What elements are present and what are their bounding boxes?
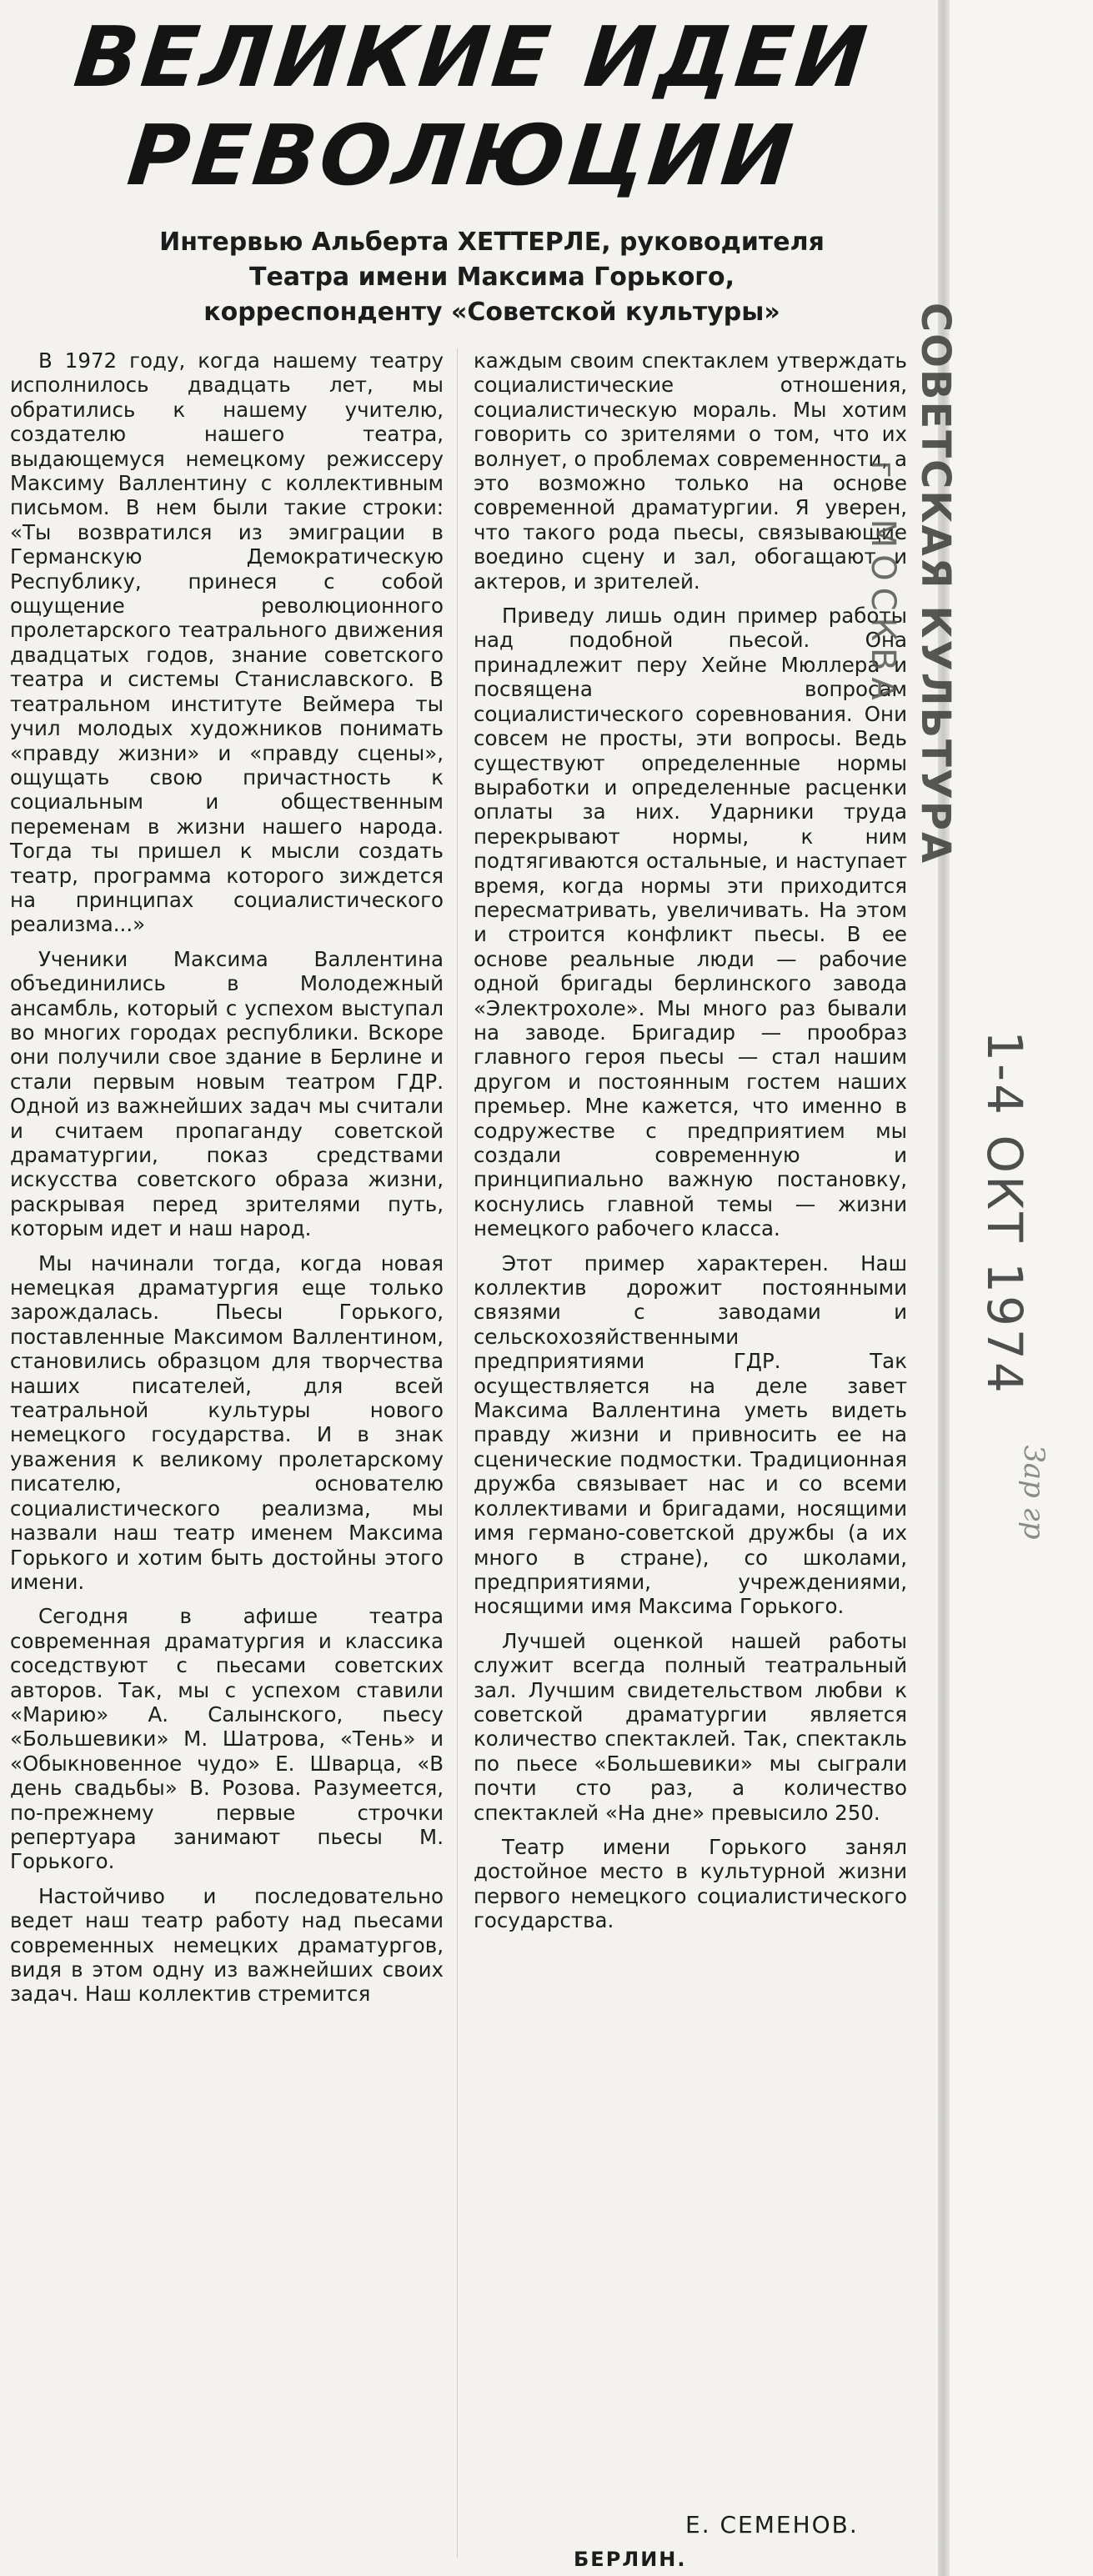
article-paragraph: Приведу лишь один пример работы над подобной пьесой. Она принадлежит перу Хейне Мюллера и посвящена вопросам социалистического соревнования. Они совсем не просты, эти вопросы. Ведь существуют определенные нормы выработки и определенные расценки оплаты за них. Ударники труда перекрывают нормы, к ним подтягиваются остальные, и наступает время, когда нормы эти приходится пересматривать, увеличивать. На этом и строится конфликт пьесы. В ее основе реальные люди — рабочие одной бригады берлинского завода «Электрохоле». Мы много раз бывали на заводе. Бригадир — прообраз главного героя пьесы — стал нашим другом и постоянным гостем наших премьер. Мне кажется, что именно в содружестве с предприятием мы создали современную и принципиально важную постановку, коснулись главной темы — жизни немецкого рабочего класса. [474,604,907,1241]
author-signature: Е. СЕМЕНОВ. [685,2511,859,2538]
article-subtitle [42,225,942,330]
article-paragraph: Сегодня в афише театра современная драматургия и классика соседствуют с пьесами советских авторов. Так, мы с успехом ставили «Марию» А. Салынского, пьесу «Большевики» М. Шатрова, «Тень» и «Обыкновенное чудо» Е. Шварца, «В день свадьбы» В. Розова. Разумеется, по-прежнему первые строчки репертуара занимают пьесы М. Горького. [10,1604,444,1874]
subtitle-line: Интервью Альберта ХЕТТЕРЛЕ, руководителя [159,228,825,257]
subtitle-line: корреспонденту «Советской культуры» [203,298,780,327]
headline-line: ВЕЛИКИЕ ИДЕИ [69,8,875,106]
article-paragraph: Мы начинали тогда, когда новая немецкая драматургия еще только зарождалась. Пьесы Горького, поставленные Максимом Валлентином, становились образцом для творчества наших писателей, для всей театральной культуры нового немецкого государства. И в знак уважения к великому пролетарскому писателю, основателю социалистического реализма, мы назвали наш театр именем Максима Горького и хотим быть достойны этого имени. [10,1250,444,1594]
date-stamp: 1-4 ОКТ 1974 [976,1030,1033,1396]
article-paragraph: В 1972 году, когда нашему театру исполнилось двадцать лет, мы обратились к нашему учителю, создателю нашего театра, выдающемуся немецкому режиссеру Максиму Валлентину с коллективным письмом. В нем были такие строки: «Ты возвратился из эмиграции в Германскую Демократическую Республику, принеся с собой ощущение революционного пролетарского театрального движения двадцатых годов, знание советского театра и системы Станиславского. В театральном институте Веймера ты учил молодых художников понимать «правду жизни» и «правду сцены», ощущать свою причастность к социальным и общественным переменам в жизни нашего народа. Тогда ты пришел к мысли создать театр, программа которого зиждется на принципах социалистического реализма...» [10,348,444,937]
article-column-left [10,348,444,2017]
article-paragraph: Театр имени Горького занял достойное место в культурной жизни первого немецкого социалистического государства. [474,1834,907,1933]
newspaper-stamp [709,302,959,865]
stamp-city: г. МОСКВА [864,460,902,707]
handwritten-note: Зар гр [1017,1445,1050,1540]
stamp-newspaper-name: СОВЕТСКАЯ КУЛЬТУРА [912,302,959,865]
dateline-city: БЕРЛИН. [574,2548,687,2571]
article-paragraph: Лучшей оценкой нашей работы служит всегда полный театральный зал. Лучшим свидетельством любви к советской драматургии является количество спектаклей. Так, спектакль по пьесе «Большевики» мы сыграли почти сто раз, а количество спектаклей «На дне» превысило 250. [474,1628,907,1825]
article-paragraph: Настойчиво и последовательно ведет наш театр работу над пьесами современных немецких драматургов, видя в этом одну из важнейших своих задач. Наш коллектив стремится [10,1883,444,2007]
article-paragraph: каждым своим спектаклем утверждать социалистические отношения, социалистическую мораль. Мы хотим говорить со зрителями о том, что их волнует, о проблемах современности, а это возможно только на основе современной драматургии. Я уверен, что такого рода пьесы, связывающие воедино сцену и зал, обогащают и актеров, и зрителей. [474,348,907,594]
article-paragraph: Ученики Максима Валлентина объединились в Молодежный ансамбль, который с успехом выступал во многих городах республики. Вскоре они получили свое здание в Берлине и стали первым новым театром ГДР. Одной из важнейших задач мы считали и считаем пропаганду советской драматургии, показ средствами искусства советского образа жизни, раскрывая перед зрителями путь, которым идет и наш народ. [10,946,444,1241]
column-divider [457,348,458,2558]
headline-line: РЕВОЛЮЦИИ [123,107,800,204]
subtitle-line: Театра имени Максима Горького, [249,263,735,292]
article-paragraph: Этот пример характерен. Наш коллектив дорожит постоянными связями с заводами и сельскохозяйственными предприятиями ГДР. Так осуществляется на деле завет Максима Валлентина уметь видеть правду жизни и привносить ее на сценические подмостки. Традиционная дружба связывает нас и со всеми коллективами и бригадами, носящими имя германо-советской дружбы (а их много в стране), со школами, предприятиями, учреждениями, носящими имя Максима Горького. [474,1250,907,1619]
article-headline [40,8,895,205]
